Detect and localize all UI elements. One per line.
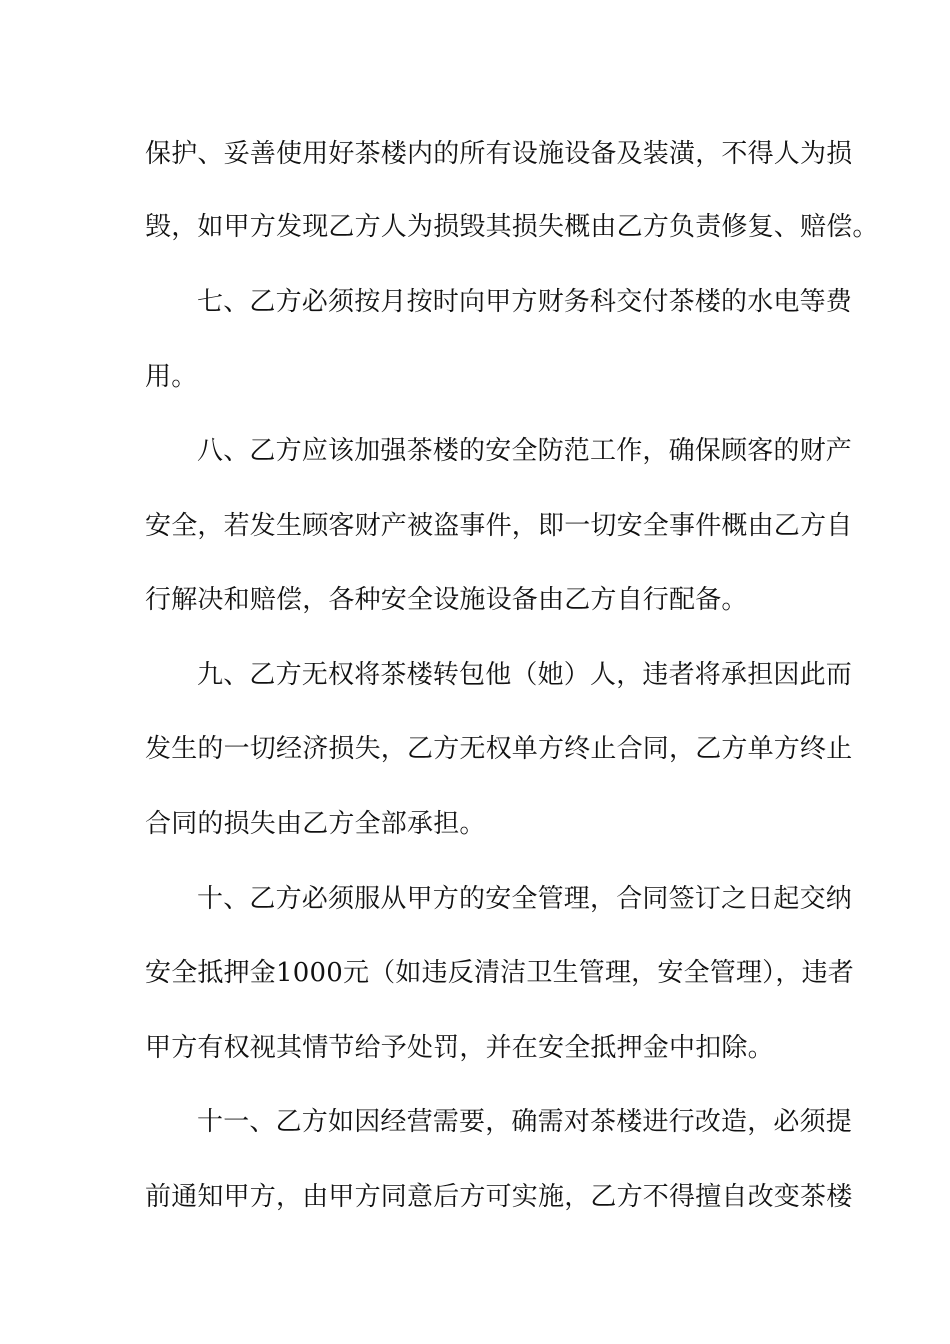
- paragraph-8-line: 八、乙方应该加强茶楼的安全防范工作，确保顾客的财产: [197, 436, 853, 466]
- text-line: 用。: [145, 362, 198, 392]
- text-line: 前通知甲方，由甲方同意后方可实施，乙方不得擅自改变茶楼: [145, 1182, 853, 1212]
- paragraph-10-line: 十、乙方必须服从甲方的安全管理，合同签订之日起交纳: [197, 884, 853, 914]
- text-line: 行解决和赔偿，各种安全设施设备由乙方自行配备。: [145, 585, 748, 615]
- text-line: 安全抵押金1000元（如违反清洁卫生管理，安全管理），违者: [145, 958, 854, 988]
- paragraph-9-line: 九、乙方无权将茶楼转包他（她）人，违者将承担因此而: [197, 660, 853, 690]
- text-line: 合同的损失由乙方全部承担。: [145, 809, 486, 839]
- text-line: 保护、妥善使用好茶楼内的所有设施设备及装潢，不得人为损: [145, 139, 853, 169]
- paragraph-11-line: 十一、乙方如因经营需要，确需对茶楼进行改造，必须提: [197, 1107, 853, 1137]
- text-line: 发生的一切经济损失，乙方无权单方终止合同，乙方单方终止: [145, 734, 853, 764]
- text-line: 安全，若发生顾客财产被盗事件，即一切安全事件概由乙方自: [145, 511, 853, 541]
- text-line: 甲方有权视其情节给予处罚，并在安全抵押金中扣除。: [145, 1033, 774, 1063]
- text-line: 毁，如甲方发现乙方人为损毁其损失概由乙方负责修复、赔偿。: [145, 212, 879, 242]
- paragraph-7-line: 七、乙方必须按月按时向甲方财务科交付茶楼的水电等费: [197, 287, 853, 317]
